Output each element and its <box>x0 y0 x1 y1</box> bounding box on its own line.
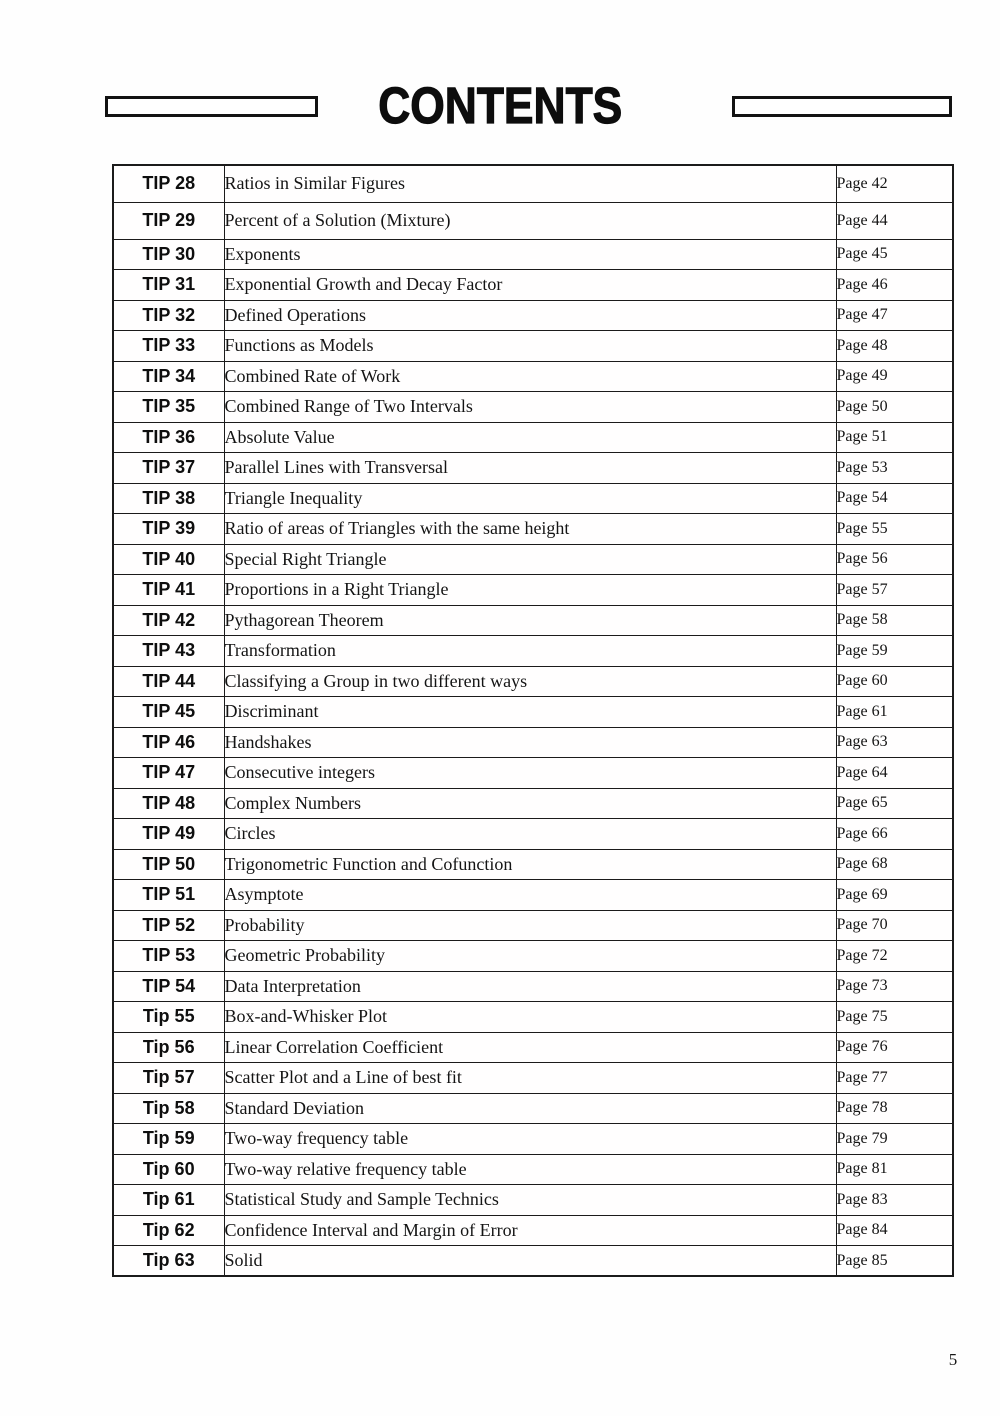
tip-label: Tip 60 <box>113 1154 224 1185</box>
toc-row <box>113 361 953 392</box>
topic-title: Probability <box>224 910 836 941</box>
topic-title: Handshakes <box>224 727 836 758</box>
tip-label: Tip 58 <box>113 1093 224 1124</box>
tip-label: TIP 36 <box>113 422 224 453</box>
topic-title: Scatter Plot and a Line of best fit <box>224 1063 836 1094</box>
toc-row <box>113 1185 953 1216</box>
topic-title: Parallel Lines with Transversal <box>224 453 836 484</box>
page-ref: Page 42 <box>836 165 953 202</box>
topic-title: Statistical Study and Sample Technics <box>224 1185 836 1216</box>
toc-row <box>113 165 953 202</box>
topic-title: Two-way frequency table <box>224 1124 836 1155</box>
toc-row <box>113 453 953 484</box>
page-ref: Page 51 <box>836 422 953 453</box>
topic-title: Circles <box>224 819 836 850</box>
page-ref: Page 85 <box>836 1246 953 1277</box>
tip-label: TIP 29 <box>113 202 224 239</box>
topic-title: Data Interpretation <box>224 971 836 1002</box>
topic-title: Ratios in Similar Figures <box>224 165 836 202</box>
page-ref: Page 69 <box>836 880 953 911</box>
page-ref: Page 63 <box>836 727 953 758</box>
topic-title: Linear Correlation Coefficient <box>224 1032 836 1063</box>
page-ref: Page 47 <box>836 300 953 331</box>
toc-row <box>113 666 953 697</box>
topic-title: Combined Range of Two Intervals <box>224 392 836 423</box>
tip-label: TIP 35 <box>113 392 224 423</box>
toc-row <box>113 1093 953 1124</box>
toc-row <box>113 1032 953 1063</box>
page-ref: Page 79 <box>836 1124 953 1155</box>
toc-row <box>113 1246 953 1277</box>
topic-title: Trigonometric Function and Cofunction <box>224 849 836 880</box>
page-title-text: CONTENTS <box>377 77 623 134</box>
topic-title: Special Right Triangle <box>224 544 836 575</box>
toc-row <box>113 1124 953 1155</box>
topic-title: Geometric Probability <box>224 941 836 972</box>
page-ref: Page 44 <box>836 202 953 239</box>
toc-row <box>113 331 953 362</box>
toc-row <box>113 514 953 545</box>
page-ref: Page 55 <box>836 514 953 545</box>
tip-label: TIP 38 <box>113 483 224 514</box>
toc-row <box>113 422 953 453</box>
page-ref: Page 81 <box>836 1154 953 1185</box>
tip-label: TIP 50 <box>113 849 224 880</box>
page-ref: Page 68 <box>836 849 953 880</box>
page-ref: Page 49 <box>836 361 953 392</box>
topic-title: Asymptote <box>224 880 836 911</box>
tip-label: TIP 52 <box>113 910 224 941</box>
page-ref: Page 61 <box>836 697 953 728</box>
topic-title: Standard Deviation <box>224 1093 836 1124</box>
page-ref: Page 48 <box>836 331 953 362</box>
tip-label: TIP 40 <box>113 544 224 575</box>
toc-row <box>113 697 953 728</box>
tip-label: TIP 30 <box>113 239 224 270</box>
toc-row <box>113 392 953 423</box>
topic-title: Two-way relative frequency table <box>224 1154 836 1185</box>
toc-row <box>113 636 953 667</box>
toc-row <box>113 788 953 819</box>
page-ref: Page 53 <box>836 453 953 484</box>
topic-title: Exponential Growth and Decay Factor <box>224 270 836 301</box>
page-ref: Page 45 <box>836 239 953 270</box>
tip-label: TIP 41 <box>113 575 224 606</box>
topic-title: Functions as Models <box>224 331 836 362</box>
toc-row <box>113 1154 953 1185</box>
toc-row <box>113 971 953 1002</box>
tip-label: Tip 55 <box>113 1002 224 1033</box>
page-ref: Page 70 <box>836 910 953 941</box>
tip-label: TIP 39 <box>113 514 224 545</box>
page-ref: Page 54 <box>836 483 953 514</box>
tip-label: TIP 31 <box>113 270 224 301</box>
tip-label: TIP 32 <box>113 300 224 331</box>
contents-table <box>112 164 954 1277</box>
topic-title: Combined Rate of Work <box>224 361 836 392</box>
page-ref: Page 72 <box>836 941 953 972</box>
topic-title: Ratio of areas of Triangles with the same height <box>224 514 836 545</box>
topic-title: Complex Numbers <box>224 788 836 819</box>
topic-title: Triangle Inequality <box>224 483 836 514</box>
topic-title: Absolute Value <box>224 422 836 453</box>
tip-label: Tip 62 <box>113 1215 224 1246</box>
page-ref: Page 58 <box>836 605 953 636</box>
tip-label: TIP 28 <box>113 165 224 202</box>
topic-title: Consecutive integers <box>224 758 836 789</box>
toc-row <box>113 758 953 789</box>
tip-label: Tip 63 <box>113 1246 224 1277</box>
tip-label: TIP 48 <box>113 788 224 819</box>
tip-label: TIP 54 <box>113 971 224 1002</box>
toc-row <box>113 483 953 514</box>
page-ref: Page 83 <box>836 1185 953 1216</box>
toc-row <box>113 1215 953 1246</box>
toc-row <box>113 270 953 301</box>
toc-row <box>113 819 953 850</box>
tip-label: TIP 51 <box>113 880 224 911</box>
footer-page-number: 5 <box>948 1350 958 1369</box>
page-ref: Page 60 <box>836 666 953 697</box>
topic-title: Classifying a Group in two different ways <box>224 666 836 697</box>
toc-row <box>113 910 953 941</box>
tip-label: TIP 46 <box>113 727 224 758</box>
toc-row <box>113 605 953 636</box>
topic-title: Exponents <box>224 239 836 270</box>
tip-label: TIP 45 <box>113 697 224 728</box>
page-ref: Page 64 <box>836 758 953 789</box>
page-ref: Page 46 <box>836 270 953 301</box>
page-ref: Page 66 <box>836 819 953 850</box>
tip-label: Tip 56 <box>113 1032 224 1063</box>
title-band <box>0 0 1000 150</box>
topic-title: Transformation <box>224 636 836 667</box>
page-ref: Page 75 <box>836 1002 953 1033</box>
topic-title: Proportions in a Right Triangle <box>224 575 836 606</box>
topic-title: Confidence Interval and Margin of Error <box>224 1215 836 1246</box>
page-ref: Page 77 <box>836 1063 953 1094</box>
toc-row <box>113 1002 953 1033</box>
tip-label: Tip 61 <box>113 1185 224 1216</box>
topic-title: Percent of a Solution (Mixture) <box>224 202 836 239</box>
page-ref: Page 50 <box>836 392 953 423</box>
tip-label: Tip 57 <box>113 1063 224 1094</box>
tip-label: TIP 53 <box>113 941 224 972</box>
toc-row <box>113 849 953 880</box>
tip-label: TIP 44 <box>113 666 224 697</box>
tip-label: TIP 42 <box>113 605 224 636</box>
toc-row <box>113 544 953 575</box>
page-ref: Page 65 <box>836 788 953 819</box>
toc-row <box>113 727 953 758</box>
page-ref: Page 73 <box>836 971 953 1002</box>
topic-title: Box-and-Whisker Plot <box>224 1002 836 1033</box>
page-ref: Page 59 <box>836 636 953 667</box>
page-ref: Page 78 <box>836 1093 953 1124</box>
tip-label: TIP 33 <box>113 331 224 362</box>
page-ref: Page 84 <box>836 1215 953 1246</box>
title-right-rule <box>732 96 952 117</box>
toc-row <box>113 239 953 270</box>
toc-row <box>113 202 953 239</box>
page-ref: Page 56 <box>836 544 953 575</box>
toc-row <box>113 941 953 972</box>
tip-label: Tip 59 <box>113 1124 224 1155</box>
page-ref: Page 76 <box>836 1032 953 1063</box>
toc-row <box>113 575 953 606</box>
toc-row <box>113 1063 953 1094</box>
tip-label: TIP 43 <box>113 636 224 667</box>
page-ref: Page 57 <box>836 575 953 606</box>
toc-row <box>113 300 953 331</box>
tip-label: TIP 49 <box>113 819 224 850</box>
topic-title: Pythagorean Theorem <box>224 605 836 636</box>
tip-label: TIP 34 <box>113 361 224 392</box>
topic-title: Solid <box>224 1246 836 1277</box>
topic-title: Discriminant <box>224 697 836 728</box>
tip-label: TIP 47 <box>113 758 224 789</box>
tip-label: TIP 37 <box>113 453 224 484</box>
toc-row <box>113 880 953 911</box>
topic-title: Defined Operations <box>224 300 836 331</box>
